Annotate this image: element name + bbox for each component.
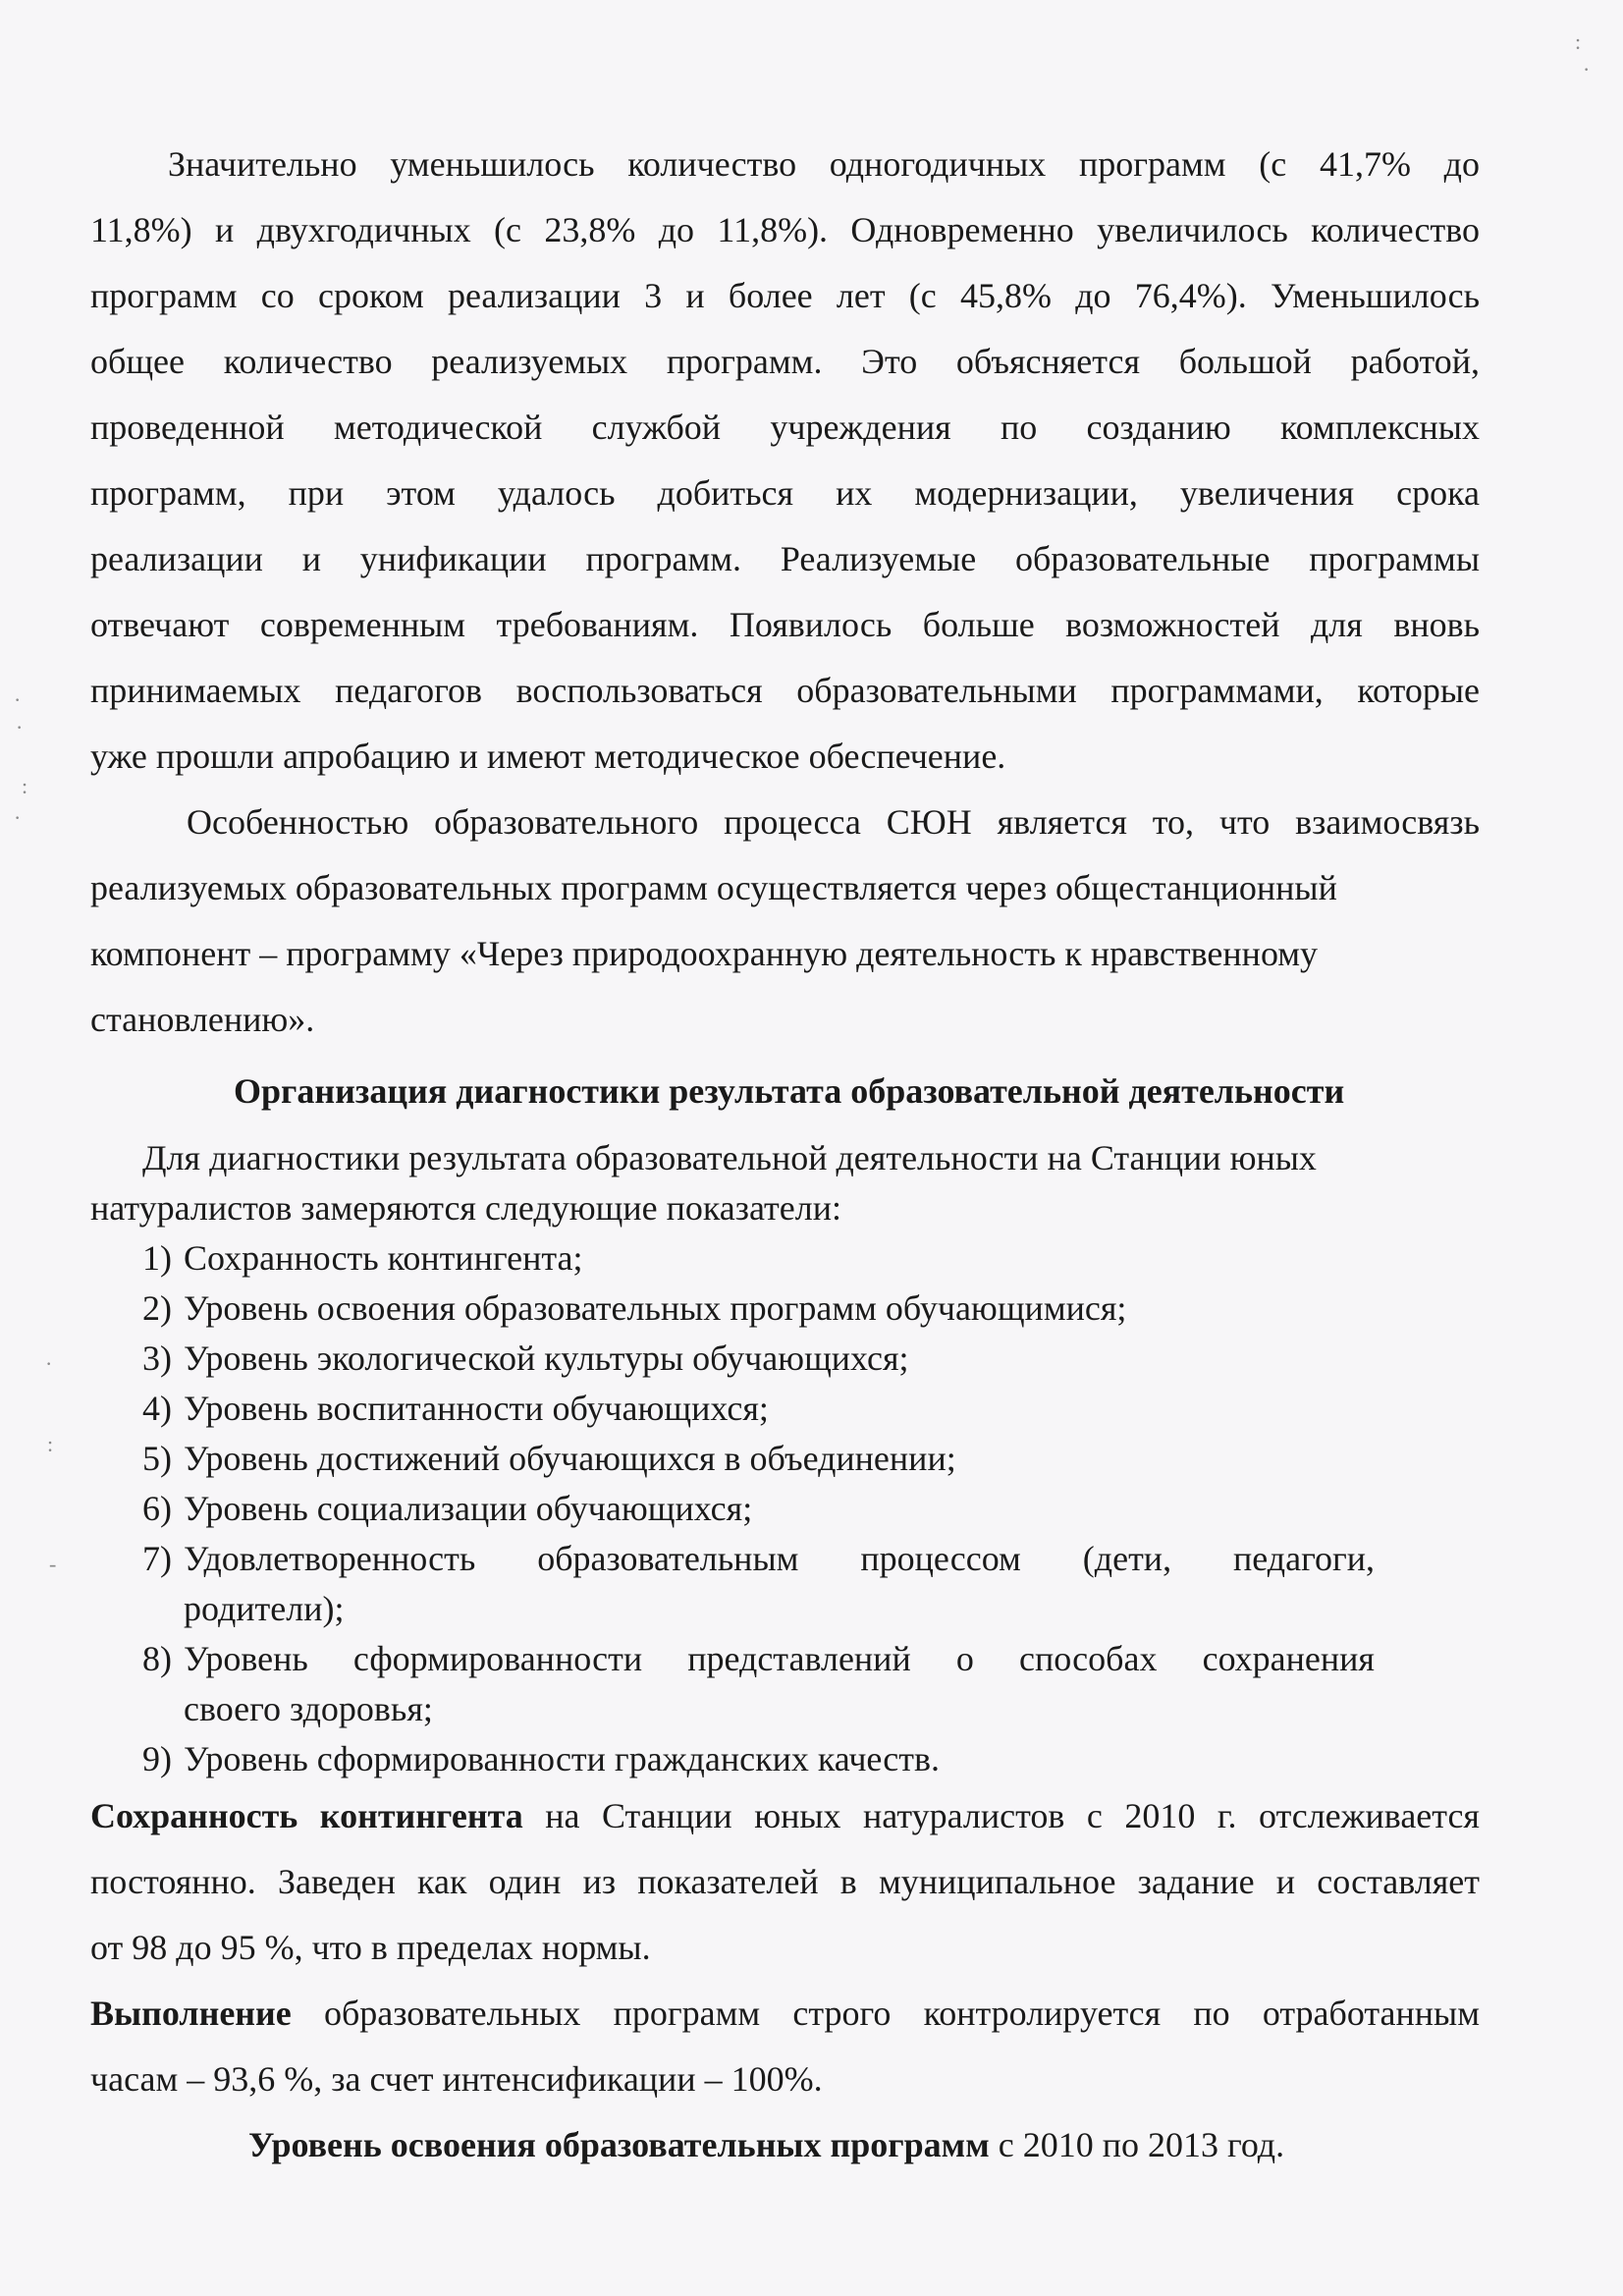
scan-speck: - — [49, 1552, 57, 1576]
para4-line-1: Выполнение образовательных программ строго контролируется по отработанным — [90, 1994, 1480, 2033]
list-item-continuation: своего здоровья; — [184, 1689, 433, 1728]
scan-speck: · — [45, 1351, 53, 1376]
para4-line-2: часам – 93,6 %, за счет интенсификации – 100%. — [90, 2059, 823, 2099]
list-item: 9) Уровень сформированности гражданских качеств. — [142, 1739, 941, 1778]
scan-speck: · — [16, 715, 24, 739]
para2-line-2: реализуемых образовательных программ осуществляется через общестанционный — [90, 868, 1337, 907]
para4-bold: Выполнение — [90, 1994, 292, 2033]
scan-speck: · — [14, 805, 22, 830]
para1-line-7: реализации и унификации программ. Реализуемые образовательные программы — [90, 539, 1480, 578]
scan-speck: : — [1575, 29, 1582, 54]
list-item: 2) Уровень освоения образовательных программ обучающимися; — [142, 1288, 1127, 1328]
list-item: 8) Уровень сформированности представлений о способах сохранения — [142, 1639, 1375, 1678]
list-item: 5) Уровень достижений обучающихся в объединении; — [142, 1439, 956, 1478]
list-item: 4) Уровень воспитанности обучающихся; — [142, 1389, 769, 1428]
list-item: 6) Уровень социализации обучающихся; — [142, 1489, 753, 1528]
para3-line-3: от 98 до 95 %, что в пределах нормы. — [90, 1928, 651, 1967]
scan-speck: : — [22, 774, 28, 798]
intro-line-2: натуралистов замеряются следующие показатели: — [90, 1188, 841, 1228]
para3-bold: Сохранность контингента — [90, 1796, 523, 1835]
list-item: 1) Сохранность контингента; — [142, 1238, 583, 1278]
scan-speck: · — [1583, 57, 1591, 82]
para1-line-1: Значительно уменьшилось количество одногодичных программ (с 41,7% до — [168, 144, 1480, 184]
section-heading: Организация диагностики результата образовательной деятельности — [234, 1071, 1345, 1111]
para3-line-1: Сохранность контингента на Станции юных натуралистов с 2010 г. отслеживается — [90, 1796, 1480, 1835]
para1-line-2: 11,8%) и двухгодичных (с 23,8% до 11,8%). Одновременно увеличилось количество — [90, 210, 1480, 249]
para2-line-3: компонент – программу «Через природоохранную деятельность к нравственному — [90, 934, 1319, 973]
para1-line-5: проведенной методической службой учреждения по созданию комплексных — [90, 408, 1480, 447]
para1-line-6: программ, при этом удалось добиться их модернизации, увеличения срока — [90, 473, 1480, 513]
para1-line-10: уже прошли апробацию и имеют методическое обеспечение. — [90, 737, 1006, 776]
para1-line-9: принимаемых педагогов воспользоваться образовательными программами, которые — [90, 671, 1480, 710]
para1-line-3: программ со сроком реализации 3 и более лет (с 45,8% до 76,4%). Уменьшилось — [90, 276, 1480, 315]
para3-line-2: постоянно. Заведен как один из показателей в муниципальное задание и составляет — [90, 1862, 1480, 1901]
para2-line-4: становлению». — [90, 1000, 315, 1039]
list-item: 3) Уровень экологической культуры обучающихся; — [142, 1339, 909, 1378]
list-item-continuation: родители); — [184, 1589, 345, 1628]
para1-line-8: отвечают современным требованиям. Появилось больше возможностей для вновь — [90, 605, 1480, 644]
para2-line-1: Особенностью образовательного процесса СЮН является то, что взаимосвязь — [187, 802, 1480, 842]
scan-speck: : — [47, 1432, 54, 1456]
intro-line-1: Для диагностики результата образовательной деятельности на Станции юных — [142, 1138, 1317, 1177]
scan-speck: · — [14, 687, 22, 712]
para1-line-4: общее количество реализуемых программ. Это объясняется большой работой, — [90, 342, 1480, 381]
list-item: 7) Удовлетворенность образовательным процессом (дети, педагоги, — [142, 1539, 1375, 1578]
closing-heading: Уровень освоения образовательных программ с 2010 по 2013 год. — [248, 2125, 1285, 2164]
